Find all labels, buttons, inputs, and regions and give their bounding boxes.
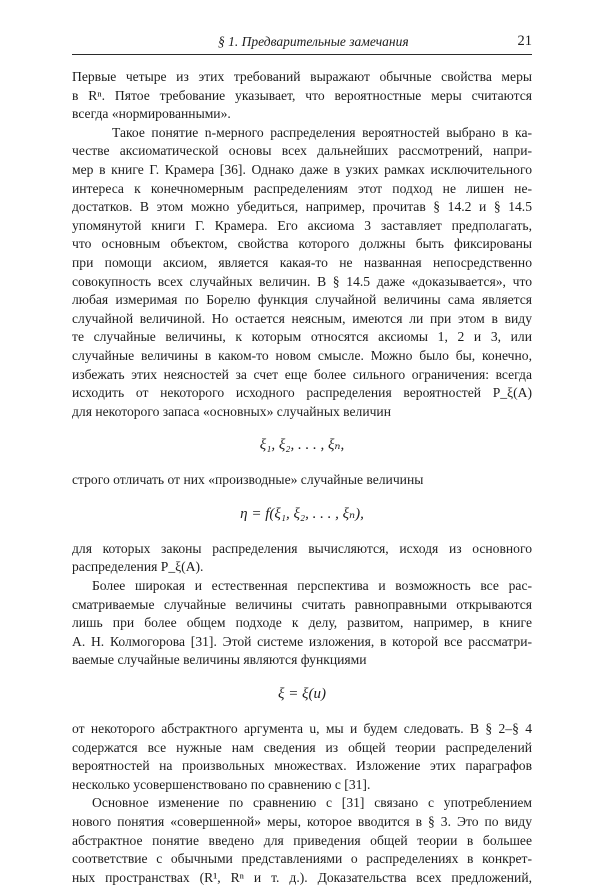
text-line: ных пространствах (R¹, Rⁿ и т. д.). Доказательства всех предложений, [72, 869, 532, 885]
text-line: лишь при более общем подходе к делу, развитом, например, в книге [72, 615, 532, 631]
text-line: от некоторого абстрактного аргумента u, мы и будем следовать. В § 2–§ 4 [72, 721, 532, 737]
text-line: распределения P_ξ(A). [72, 559, 204, 575]
paragraph [72, 577, 532, 670]
text-line: для которых законы распределения вычисляются, исходя из основного [72, 540, 532, 556]
formula-function-of-u: ξ = ξ(u) [278, 686, 326, 703]
text-line: в Rⁿ. Пятое требование указывает, что вероятностные меры считаются [72, 87, 532, 103]
text-line: Первые четыре из этих требований выражают обычные свойства меры [72, 69, 532, 84]
paragraph [72, 471, 532, 490]
text-line: содержатся все нужные нам сведения из общей теории распределений [72, 739, 532, 755]
text-line: упомянутой книги Г. Крамера. Его аксиома 3 заставляет предполагать, [72, 217, 532, 233]
paragraph [72, 124, 532, 422]
text-line: нового понятия «совершенной» меры, которое вводится в § 3. Это по виду [72, 814, 532, 829]
text-line: А. Н. Колмогорова [31]. Этой системе изложения, в которой все рассматри- [72, 633, 532, 649]
text-line: интереса к конечномерным распределениям этот подход не лишен не- [72, 180, 532, 196]
text-line: случайной величиной. Но остается неясным, имеются ли при этом в виду [72, 310, 532, 326]
text-line: несколько усовершенствовано по сравнению с [31]. [72, 776, 371, 792]
page-number: 21 [517, 33, 532, 49]
text-line: ваемые случайные величины являются функциями [72, 652, 367, 668]
text-line: для некоторого запаса «основных» случайных величин [72, 403, 391, 419]
text-line: совокупность всех случайных величин. В § 14.5 даже «доказывается», что [72, 273, 532, 289]
text-line: избежать этих неясностей за счет еще более сильного ограничения: всегда [72, 366, 532, 382]
text-line: Основное изменение по сравнению с [31] связано с употреблением [92, 795, 532, 811]
text-line: сматриваемые случайные величины считать равноправными открываются [72, 596, 532, 612]
text-line: случайные величины в каком-то новом смысле. Можно было бы, конечно, [72, 347, 532, 363]
text-line: при помощи аксиом, является какая-то не названная непосредственно [72, 254, 532, 270]
text-line: Такое понятие n-мерного распределения вероятностей выбрано в ка- [112, 124, 532, 140]
text-line: соответствие с обычными представлениями о распределениях в конкрет- [72, 851, 532, 867]
page-body [72, 68, 532, 887]
text-line: исходить от некоторого исходного распределения вероятностей P_ξ(A) [72, 385, 532, 401]
text-line: мер в книге Г. Крамера [36]. Однако даже в узких рамках исключительного [72, 161, 532, 177]
paragraph [72, 794, 532, 887]
header-rule [72, 54, 532, 55]
text-line: Более широкая и естественная перспектива и возможность все рас- [92, 578, 532, 594]
formula-base-variables: ξ₁, ξ₂, . . . , ξₙ, [259, 437, 345, 454]
paragraph [72, 540, 532, 577]
section-title: § 1. Предварительные замечания [218, 34, 409, 49]
text-line: что основным объектом, свойства которого должны быть фиксированы [72, 236, 532, 252]
running-header [72, 32, 532, 56]
text-line: достатков. В этом можно убедиться, например, прочитав § 14.2 и § 14.5 [72, 199, 532, 215]
formula-derived-variable: η = f(ξ₁, ξ₂, . . . , ξₙ), [240, 505, 364, 522]
text-line: абстрактное понятие введено для приведения общей теории в большее [72, 832, 532, 848]
text-line: любая измеримая по Борелю функция случайной величины сама является [72, 292, 532, 308]
text-line: строго отличать от них «производные» случайные величины [72, 472, 424, 488]
paragraph [72, 720, 532, 794]
text-line: те случайные величины, к которым относятся аксиомы 1, 2 и 3, или [72, 329, 532, 345]
text-line: вероятностей на произвольных множествах. Изложение этих параграфов [72, 758, 532, 774]
text-line: честве аксиоматической основы всех дальнейших рассмотрений, напри- [72, 143, 532, 159]
text-line: всегда «нормированными». [72, 106, 231, 122]
paragraph [72, 68, 532, 124]
